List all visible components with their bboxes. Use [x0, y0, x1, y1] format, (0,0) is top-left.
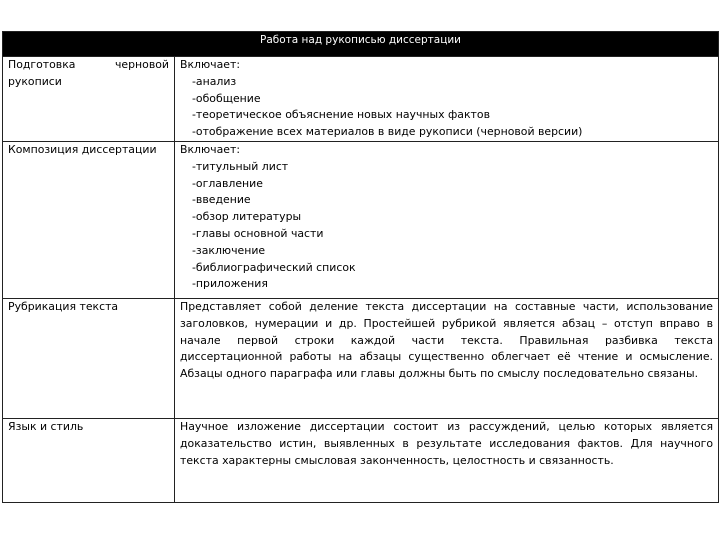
row-intro: Включает:: [180, 142, 240, 156]
list-item: -библиографический список: [192, 260, 356, 274]
row-label-language-style: Язык и стиль: [3, 418, 175, 502]
list-item: -приложения: [192, 277, 268, 291]
list-item: -главы основной части: [192, 226, 324, 240]
table-row: [3, 57, 719, 142]
table-header-row: [3, 32, 719, 57]
row-content-composition: [175, 141, 719, 298]
table-row: [3, 141, 719, 298]
row-intro: Включает:: [180, 58, 240, 71]
row-label-line: рукописи: [8, 74, 62, 88]
dissertation-table: [2, 31, 719, 503]
row-content-rubrication: Представляет собой деление текста диссертации на составные части, использование заголовков, нумерации и др. Простейшей рубрикой является абзац – отступ вправо в начале первой строки каждой части текста. Правильная разбивка текста диссертационной работы на абзацы существенно облегчает её чтение и осмысление. Абзацы одного параграфа или главы должны быть по смыслу последовательно связаны.: [175, 298, 719, 418]
row-label-draft-preparation: [3, 57, 175, 142]
row-label-line: Подготовка черновой: [8, 58, 169, 71]
list-item: -отображение всех материалов в виде рукописи (черновой версии): [192, 125, 583, 139]
list-item: -введение: [192, 193, 251, 207]
list-item: -обзор литературы: [192, 210, 302, 224]
row-content-language-style: Научное изложение диссертации состоит из рассуждений, целью которых является доказательство истин, выявленных в результате исследования фактов. Для научного текста характерны смысловая законченность, целостность и связанность.: [175, 418, 719, 502]
row-label-rubrication: Рубрикация текста: [3, 298, 175, 418]
row-content-draft-preparation: [175, 57, 719, 142]
list-item: -обобщение: [192, 91, 261, 105]
list-item: -титульный лист: [192, 159, 289, 173]
table-row: [3, 298, 719, 418]
table-row: [3, 418, 719, 502]
table-title: Работа над рукописью диссертации: [3, 32, 719, 57]
row-label-composition: Композиция диссертации: [3, 141, 175, 298]
list-item: -заключение: [192, 243, 266, 257]
list-item: -анализ: [192, 74, 237, 88]
list-item: -теоретическое объяснение новых научных фактов: [192, 108, 490, 122]
list-item: -оглавление: [192, 176, 263, 190]
